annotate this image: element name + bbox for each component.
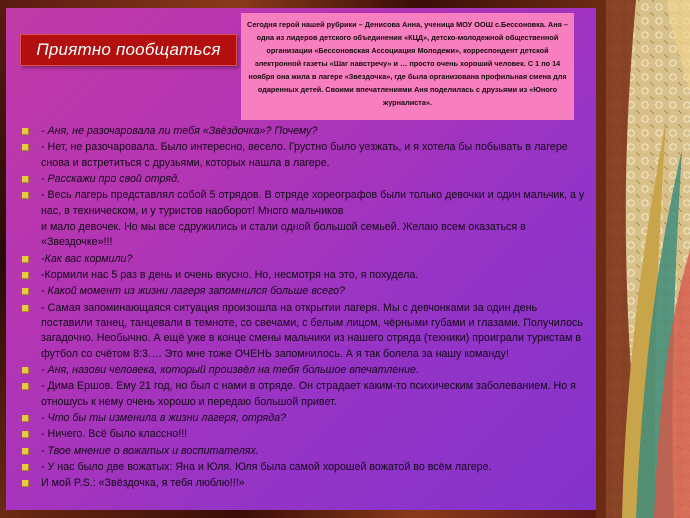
bullet-icon <box>22 272 29 279</box>
interview-question <box>22 172 590 187</box>
decorative-pattern <box>596 0 690 518</box>
line-text: -Кормили нас 5 раз в день и очень вкусно. Но, несмотря на это, я похудела. <box>41 269 419 281</box>
bullet-icon <box>22 383 29 390</box>
interview-answer <box>22 140 590 171</box>
bullet-icon <box>22 480 29 487</box>
frame-bottom <box>0 510 596 518</box>
interview-answer <box>22 301 590 363</box>
interview-question <box>22 252 590 267</box>
interview-question <box>22 444 590 459</box>
interview-content <box>22 124 590 492</box>
interview-question <box>22 411 590 426</box>
line-text: - Расскажи про свой отряд. <box>41 173 180 185</box>
line-text: -Как вас кормили? <box>41 252 133 265</box>
line-text: и мало девочек. Но мы все сдружились и стали одной большой семьей. Желаю всем оказаться в «Звездочке»!!! <box>41 221 526 249</box>
decorative-side-panel <box>596 0 690 518</box>
interview-answer <box>22 379 590 410</box>
bullet-icon <box>22 415 29 422</box>
bullet-icon <box>22 256 29 263</box>
line-text: - Что бы ты изменила в жизни лагеря, отряда? <box>41 412 287 425</box>
slide-title: Приятно пообщаться <box>36 40 221 59</box>
line-text: - Аня, назови человека, который произвёл на тебя большое впечатление. <box>41 364 419 377</box>
bullet-icon <box>22 305 29 312</box>
interview-question <box>22 363 590 378</box>
interview-answer <box>22 476 590 491</box>
interview-question <box>22 284 590 299</box>
interview-question <box>22 124 590 139</box>
bullet-icon <box>22 224 29 231</box>
frame-top <box>0 0 596 8</box>
interview-answer <box>22 460 590 475</box>
bullet-icon <box>22 192 29 199</box>
line-text: - Дима Ершов. Ему 21 год, но был с нами в отряде. Он страдает каким-то психическим заболеванием. Но я отношусь к нему очень хорошо и передаю большой привет. <box>41 380 576 408</box>
line-text: - Весь лагерь представлял собой 5 отрядов. В отряде хореографов были только девочки и один мальчик, а у нас, в техническом, и у туристов наоборот! Много мальчиков <box>41 189 585 217</box>
line-text: - Аня, не разочаровала ли тебя «Звёздочка»? Почему? <box>41 125 318 137</box>
line-text: - Ничего. Всё было классно!!! <box>41 428 188 441</box>
interview-answer <box>22 268 590 283</box>
line-text: - Твое мнение о вожатых и воспитателях. <box>41 444 259 457</box>
line-text: - Самая запоминающаяся ситуация произошла на открытии лагеря. Мы с девчонками за один день поставили танец, танцевали в темноте, со свечами, с белым лицом, чёрными губами и глазами. Получилось загадочно. Необычно. А ещё уже в конце смены мальчики из нашего отряда (техники) проиграли туристам в футбол со счётом 8:3…. Это мне тоже ОЧЕНЬ запомнилось. А я так болела за нашу команду! <box>41 301 583 360</box>
bullet-icon <box>22 431 29 438</box>
interview-answer <box>22 427 590 442</box>
interview-answer <box>22 188 590 219</box>
slide-title-box <box>20 34 237 66</box>
bullet-icon <box>22 176 29 183</box>
bullet-icon <box>22 144 29 151</box>
line-text: - Какой момент из жизни лагеря запомнился больше всего? <box>41 285 345 298</box>
bullet-icon <box>22 464 29 471</box>
bullet-icon <box>22 367 29 374</box>
line-text: И мой P.S.: «Звёздочка, я тебя люблю!!!» <box>41 477 245 490</box>
intro-box <box>241 13 574 120</box>
bullet-icon <box>22 448 29 455</box>
intro-text: Сегодня герой нашей рубрики – Денисова Анна, ученица МОУ ООШ с.Бессоновка. Аня – одна из лидеров детского объединения «КЦД», детско-молодежной общественной организации «Бессоновская Ассоциация Молодежи», корреспондент детской электронной газеты «Шаг навстречу» и … просто очень хороший человек. С 1 по 14 ноября она жила в лагере «Звездочка», где была организована профильная смена для одаренных детей. Своими впечатлениями Аня поделилась с друзьями из «Юного журналиста». <box>247 20 568 107</box>
bullet-icon <box>22 128 29 135</box>
line-text: - У нас было две вожатых: Яна и Юля. Юля была самой хорошей вожатой во всём лагере. <box>41 461 492 473</box>
line-text: - Нет, не разочаровала. Было интересно, весело. Грустно было уезжать, и я хотела бы побывать в лагере снова и встретиться с друзьями, которых нашла в лагере. <box>41 141 568 169</box>
bullet-icon <box>22 288 29 295</box>
frame-left <box>0 0 6 518</box>
interview-answer <box>22 220 590 251</box>
